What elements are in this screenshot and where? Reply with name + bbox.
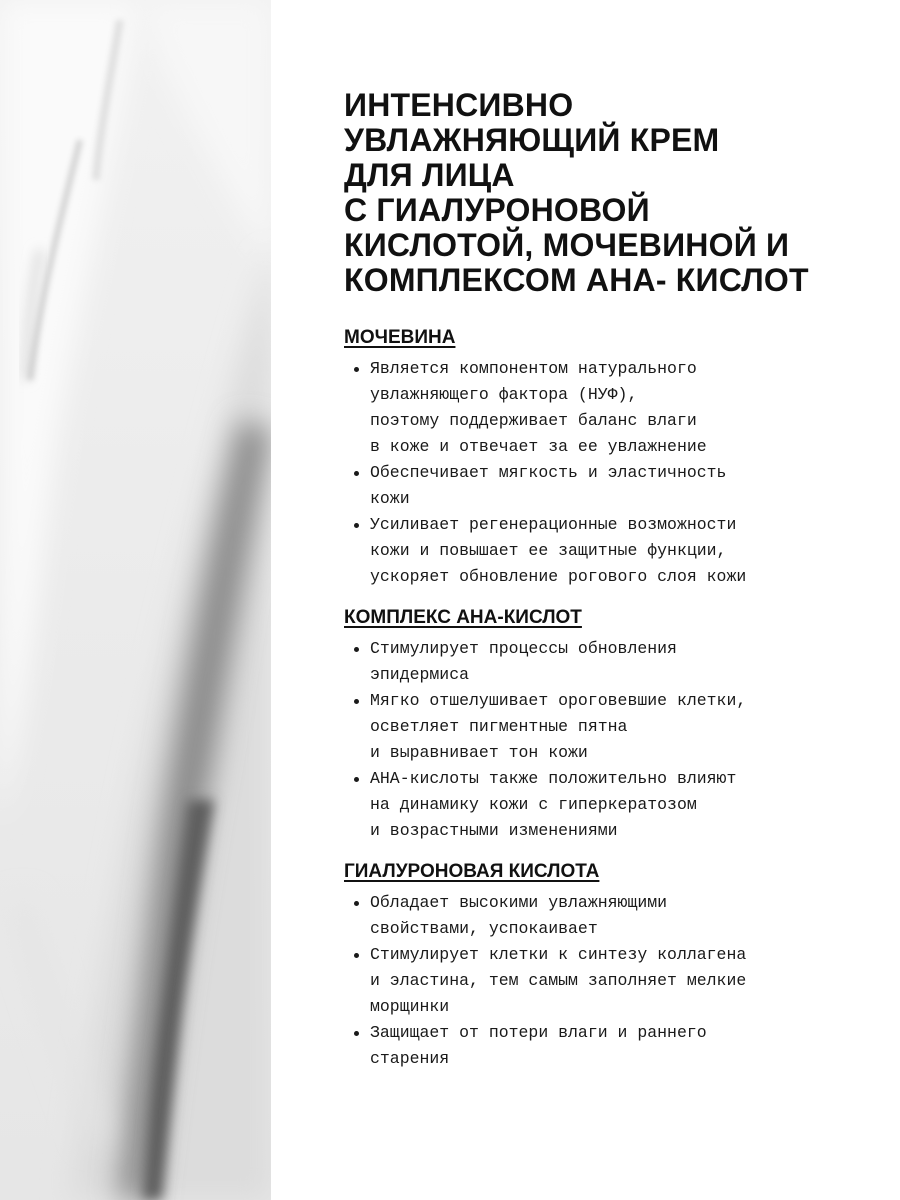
list-item-line: морщинки [370,997,450,1016]
list-item-line: Стимулирует клетки к синтезу коллагена [370,945,747,964]
list-item-line: Обладает высокими увлажняющими [370,893,668,912]
list-item-line: старения [370,1049,450,1068]
list-item-line: в коже и отвечает за ее увлажнение [370,437,707,456]
cream-texture-image [0,0,271,1200]
list-item-line: кожи [370,489,410,508]
list-item [344,460,874,512]
list-item [344,766,874,844]
title-line: С ГИАЛУРОНОВОЙ [344,192,650,228]
list-item-line: на динамику кожи с гиперкератозом [370,795,697,814]
list-item-line: Обеспечивает мягкость и эластичность [370,463,727,482]
list-item [344,636,874,688]
list-item-line: увлажняющего фактора (НУФ), [370,385,638,404]
list-item [344,1020,874,1072]
list-item-line: АНА-кислоты также положительно влияют [370,769,737,788]
list-item [344,890,874,942]
title-line: КИСЛОТОЙ, МОЧЕВИНОЙ И [344,227,790,263]
title-line: ИНТЕНСИВНО [344,87,574,123]
bullet-list [344,890,874,1072]
list-item-line: Является компонентом натурального [370,359,697,378]
list-item-line: эпидермиса [370,665,470,684]
section-hyaluronic-acid [344,860,874,1072]
title-line: КОМПЛЕКСОМ АНА- КИСЛОТ [344,262,809,298]
list-item-line: свойствами, успокаивает [370,919,598,938]
section-heading: ГИАЛУРОНОВАЯ КИСЛОТА [344,861,600,882]
list-item-line: Усиливает регенерационные возможности [370,515,737,534]
section-heading: КОМПЛЕКС АНА-КИСЛОТ [344,607,582,628]
section-heading: МОЧЕВИНА [344,327,456,348]
list-item-line: и выравнивает тон кожи [370,743,588,762]
list-item [344,942,874,1020]
list-item-line: и возрастными изменениями [370,821,618,840]
list-item-line: и эластина, тем самым заполняет мелкие [370,971,747,990]
list-item-line: кожи и повышает ее защитные функции, [370,541,727,560]
product-title [344,88,874,298]
list-item-line: ускоряет обновление рогового слоя кожи [370,567,747,586]
list-item [344,512,874,590]
list-item-line: Защищает от потери влаги и раннего [370,1023,707,1042]
section-urea [344,326,874,590]
list-item [344,688,874,766]
list-item-line: осветляет пигментные пятна [370,717,628,736]
bullet-list [344,636,874,844]
list-item-line: Мягко отшелушивает ороговевшие клетки, [370,691,747,710]
list-item [344,356,874,460]
list-item-line: поэтому поддерживает баланс влаги [370,411,697,430]
section-aha-acids [344,606,874,844]
bullet-list [344,356,874,590]
list-item-line: Стимулирует процессы обновления [370,639,677,658]
title-line: УВЛАЖНЯЮЩИЙ КРЕМ [344,122,720,158]
title-line: ДЛЯ ЛИЦА [344,157,515,193]
product-description [344,88,874,1088]
